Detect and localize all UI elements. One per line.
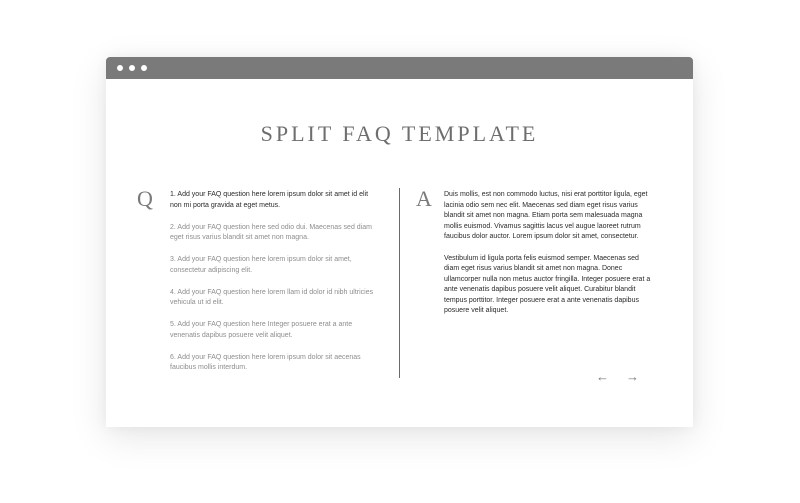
question-item[interactable]: 6. Add your FAQ question here lorem ipsum dolor sit aecenas faucibus mollis interdum. [170, 353, 361, 371]
column-divider [399, 188, 400, 378]
question-item[interactable]: 2. Add your FAQ question here sed odio dui. Maecenas sed diam eget risus varius blandit sit amet non magna. [170, 223, 372, 241]
window-dot-icon[interactable] [141, 65, 147, 71]
a-marker: A [416, 186, 432, 211]
browser-window [106, 57, 693, 427]
question-list [170, 190, 380, 385]
window-titlebar [106, 57, 693, 79]
page-title: SPLIT FAQ TEMPLATE [260, 121, 539, 146]
question-item[interactable]: 4. Add your FAQ question here lorem llam id dolor id nibh ultricies vehicula ut id elit. [170, 288, 374, 306]
answer-panel [444, 190, 654, 328]
arrow-right-icon[interactable]: → [626, 369, 639, 384]
q-marker: Q [137, 186, 153, 211]
question-item[interactable]: 5. Add your FAQ question here Integer posuere erat a ante venenatis dapibus posuere velit aliquet. [170, 321, 353, 339]
answer-paragraph: Vestibulum id ligula porta felis euismod semper. Maecenas sed diam eget risus varius blandit sit amet non magna. Donec ullamcorper nulla non metus auctor fringilla. Integer posuere erat a ante venenatis dapibus posuere velit aliquet. Curabitur blandit tempus porttitor. Integer posuere erat a ante venenatis dapibus posuere velit aliquet. [444, 254, 651, 314]
arrow-left-icon[interactable]: ← [596, 369, 609, 384]
question-item[interactable]: 3. Add your FAQ question here lorem ipsum dolor sit amet, consectetur adipiscing elit. [170, 256, 352, 274]
window-dot-icon[interactable] [129, 65, 135, 71]
window-dot-icon[interactable] [117, 65, 123, 71]
answer-paragraph: Duis mollis, est non commodo luctus, nisi erat porttitor ligula, eget lacinia odio sem nec elit. Maecenas sed diam eget risus varius blandit sit amet non magna. Etiam porta sem malesuada magna mollis euismod. Vivamus sagittis lacus vel augue laoreet rutrum faucibus dolor auctor. Lorem ipsum dolor sit amet, consectetur. [444, 191, 648, 240]
question-item[interactable]: 1. Add your FAQ question here lorem ipsum dolor sit amet id elit non mi porta gravida at eget metus. [170, 191, 369, 209]
